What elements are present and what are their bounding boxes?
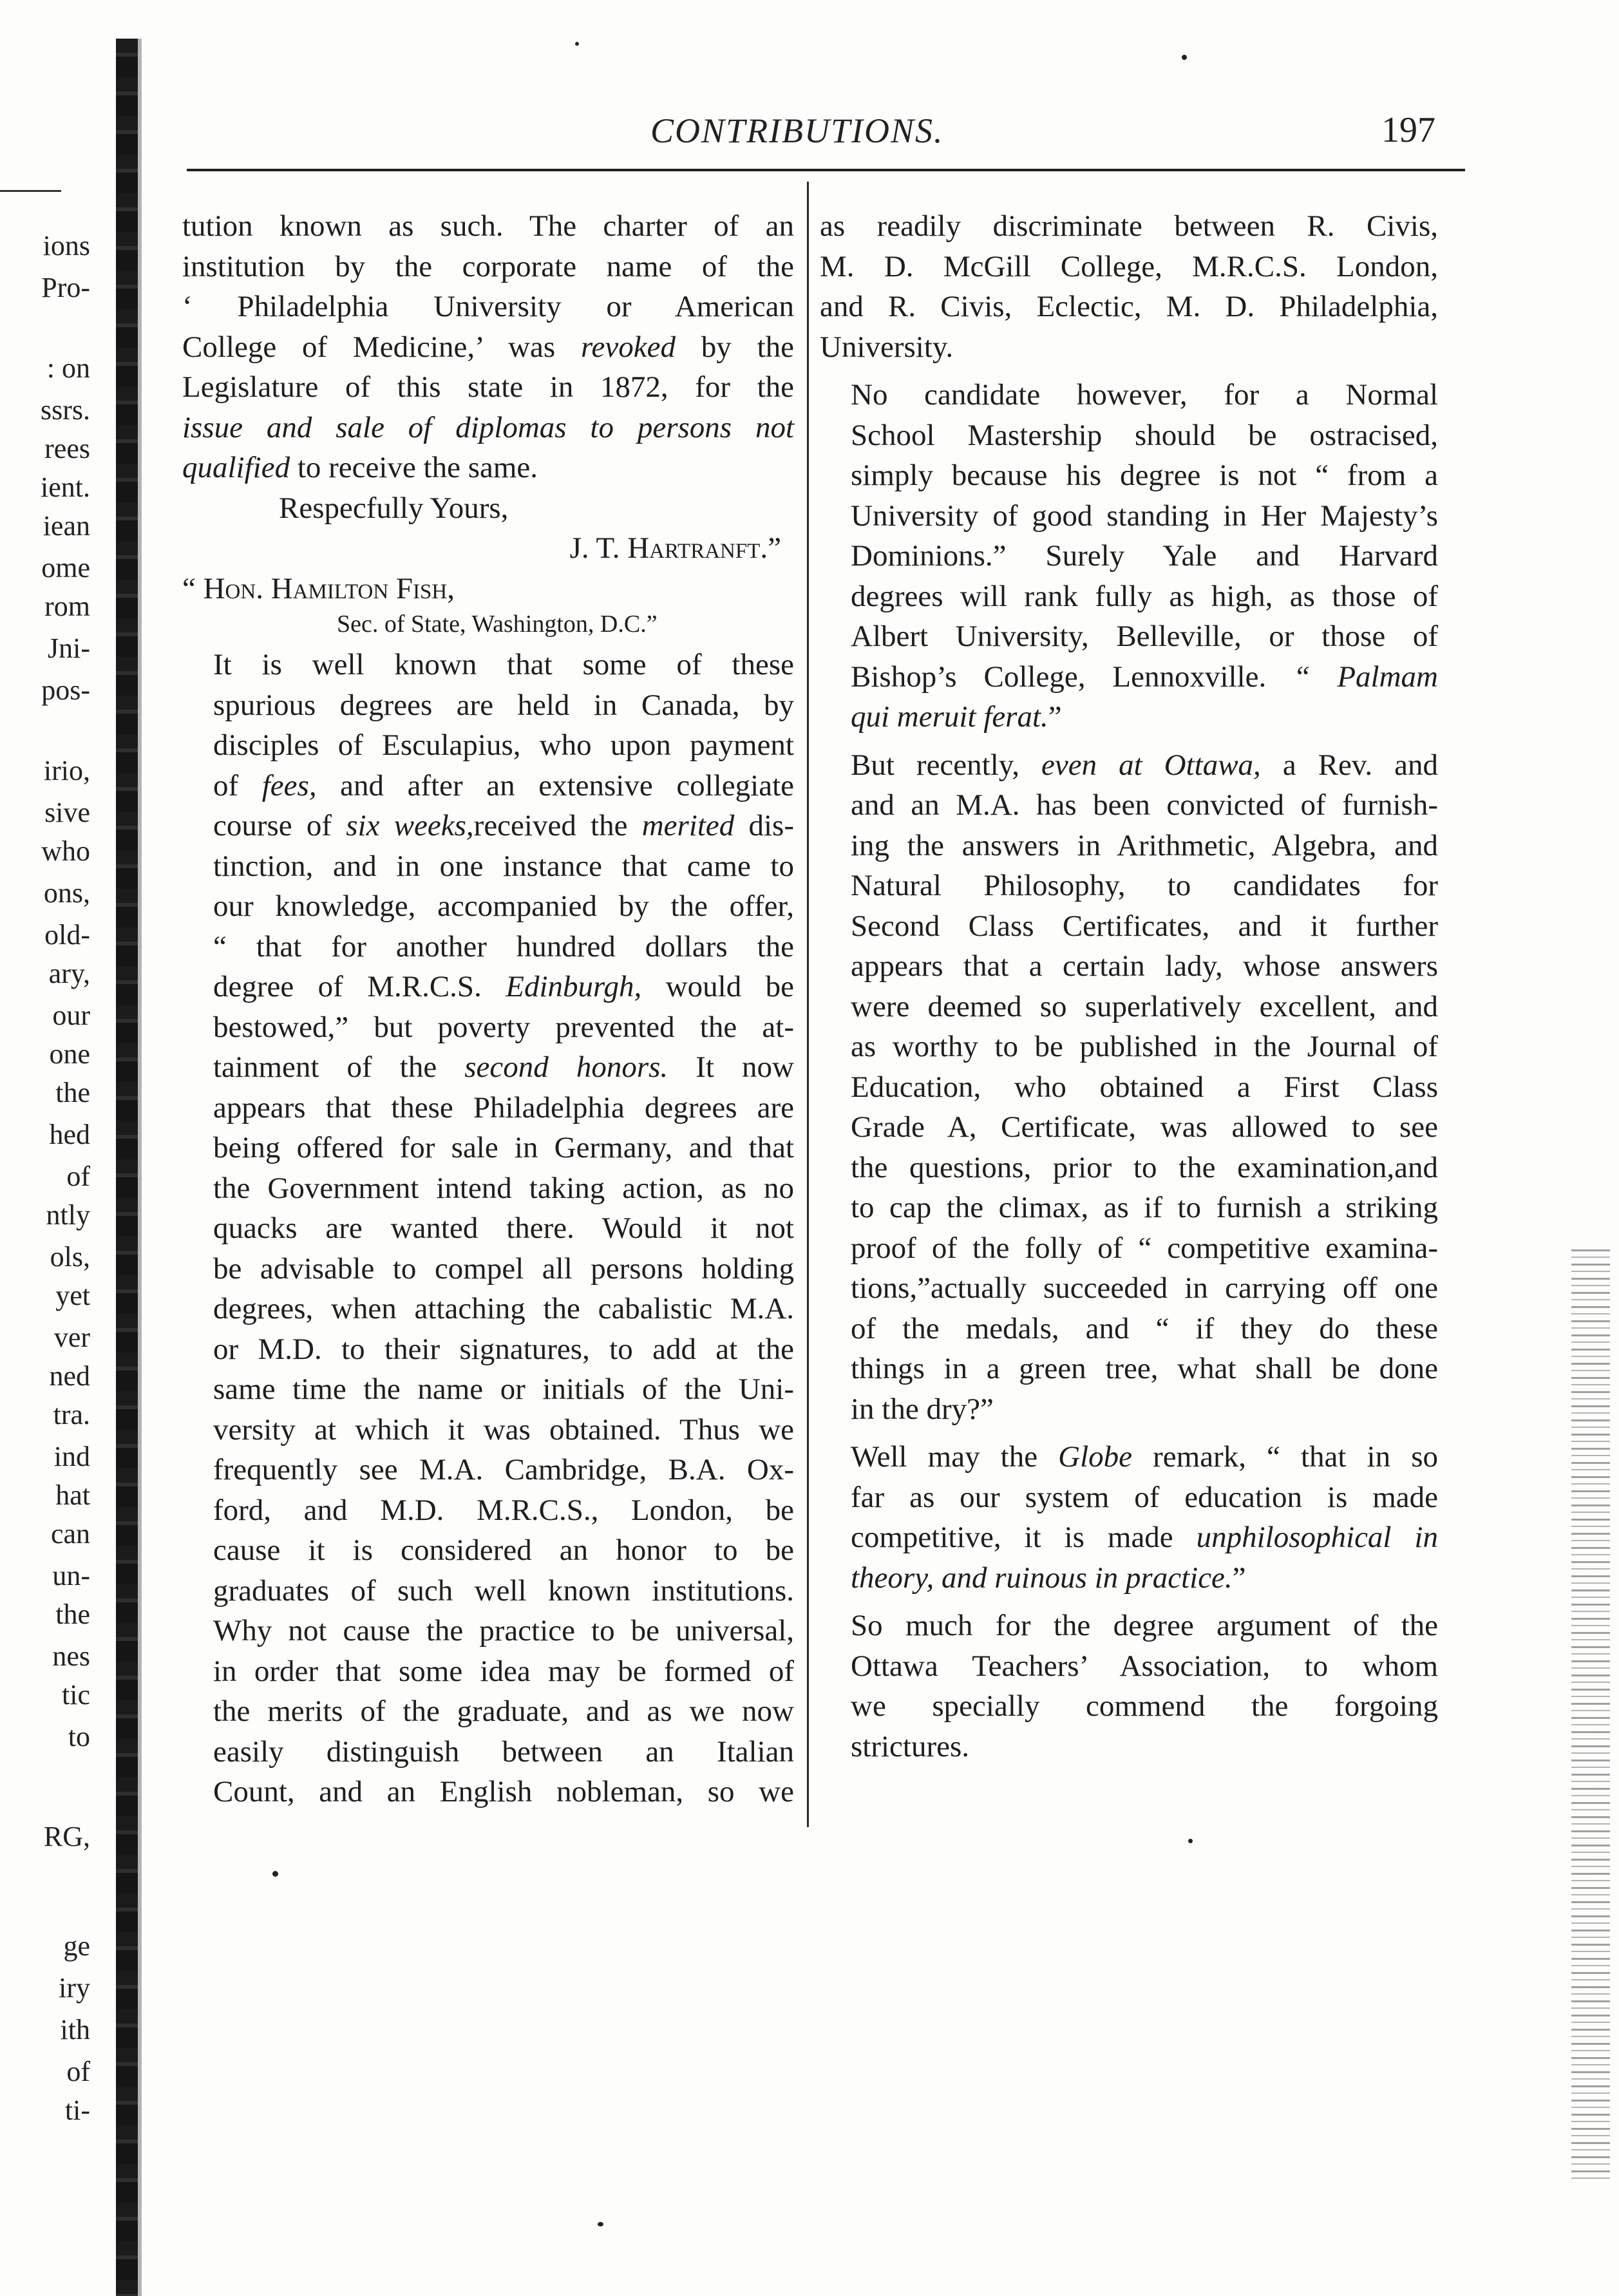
margin-fragment: ient. — [41, 471, 90, 503]
margin-fragment: iean — [43, 510, 90, 542]
text-line: appears that a certain lady, whose answers — [851, 949, 1438, 983]
margin-fragment: rees — [44, 433, 90, 464]
text-line: Education, who obtained a First Class — [851, 1070, 1438, 1104]
text-line: Natural Philosophy, to candidates for — [851, 869, 1438, 902]
running-head: CONTRIBUTIONS. — [650, 111, 944, 150]
letter-closing: Respecfully Yours, — [279, 491, 509, 525]
margin-fragment: Jni- — [48, 632, 90, 664]
header-rule — [187, 169, 1465, 171]
margin-fragment: pos- — [41, 674, 90, 706]
text-line: tions,”actually succeeded in carrying off one — [851, 1271, 1438, 1305]
speck — [575, 42, 579, 46]
text-line: the questions, prior to the examination,and — [851, 1150, 1438, 1184]
text-line: our knowledge, accompanied by the offer, — [213, 889, 794, 923]
margin-fragment: un- — [52, 1560, 90, 1591]
text-line: and an M.A. has been convicted of furnish- — [851, 788, 1438, 822]
text-line: spurious degrees are held in Canada, by — [213, 688, 794, 722]
text-line: things in a green tree, what shall be done — [851, 1352, 1438, 1385]
text-line-rich: qualified to receive the same. — [182, 451, 538, 484]
paragraph-spurious-degrees — [182, 645, 794, 1812]
margin-fragment: RG, — [43, 1821, 90, 1852]
scan-noise — [1571, 1249, 1610, 2183]
text-line: tinction, and in one instance that came to — [213, 849, 794, 883]
margin-fragment: ssrs. — [40, 394, 90, 426]
text-line: same time the name or initials of the Uni- — [213, 1372, 794, 1406]
margin-fragment: who — [41, 835, 90, 867]
margin-fragment: ge — [63, 1930, 90, 1962]
margin-fragment: old- — [44, 919, 90, 951]
text-line: Ottawa Teachers’ Association, to whom — [851, 1649, 1438, 1683]
paragraph-letter-end — [182, 206, 794, 488]
text-line-rich: Bishop’s College, Lennoxville. “ Palmam — [851, 659, 1438, 694]
text-line: in the dry?” — [851, 1392, 994, 1426]
margin-fragment: ary, — [48, 958, 90, 989]
text-line-rich: qui meruit ferat.” — [851, 700, 1062, 734]
text-line: Albert University, Belleville, or those of — [851, 620, 1438, 653]
text-line: School Mastership should be ostracised, — [851, 418, 1438, 452]
text-line: It is well known that some of these — [213, 648, 794, 681]
text-line: “ that for another hundred dollars the — [213, 929, 794, 963]
paragraph-conclusion — [820, 1606, 1438, 1767]
speck — [598, 2222, 603, 2226]
text-line: ford, and M.D. M.R.C.S., London, be — [213, 1493, 794, 1527]
letter-addressee: “ Hon. Hamilton Fish, — [182, 571, 455, 605]
margin-fragment: hat — [55, 1479, 90, 1511]
page-number: 197 — [1381, 110, 1435, 150]
text-line: simply because his degree is not “ from a — [851, 459, 1438, 492]
text-line: easily distinguish between an Italian — [213, 1734, 794, 1769]
margin-fragment: rom — [44, 591, 90, 622]
text-line: far as our system of education is made — [851, 1480, 1438, 1514]
letter-signer: J. T. Hartranft.” — [569, 531, 781, 565]
book-binding-edge — [116, 39, 138, 2296]
text-line: the merits of the graduate, and as we now — [213, 1694, 794, 1728]
text-line: as worthy to be published in the Journal of — [851, 1030, 1438, 1063]
margin-fragment: the — [55, 1599, 90, 1630]
right-column — [820, 206, 1438, 1767]
margin-fragment: ols, — [50, 1241, 90, 1273]
text-line: Second Class Certificates, and it further — [851, 909, 1438, 943]
text-line: Dominions.” Surely Yale and Harvard — [851, 539, 1438, 573]
text-line: quacks are wanted there. Would it not — [213, 1211, 794, 1245]
text-line-rich: College of Medicine,’ was revoked by the — [182, 330, 794, 364]
margin-fragment: irio, — [43, 755, 90, 786]
text-line: Legislature of this state in 1872, for the — [182, 370, 794, 404]
text-line: bestowed,” but poverty prevented the at- — [213, 1010, 794, 1044]
text-line: we specially commend the forgoing — [851, 1689, 1438, 1723]
text-line: So much for the degree argument of the — [851, 1609, 1438, 1642]
margin-fragment: ntly — [46, 1199, 90, 1231]
text-line: and R. Civis, Eclectic, M. D. Philadelphia, — [820, 290, 1438, 323]
text-line: University. — [820, 330, 954, 364]
margin-fragment: of — [66, 1161, 90, 1192]
margin-fragment: sive — [44, 797, 90, 828]
margin-fragment: : on — [46, 352, 90, 384]
text-line-rich: theory, and ruinous in practice.” — [851, 1561, 1246, 1595]
paragraph-ottawa — [820, 745, 1438, 1430]
text-line: or M.D. to their signatures, to add at the — [213, 1332, 794, 1366]
binding-shadow — [138, 39, 142, 2296]
text-line: institution by the corporate name of the — [182, 249, 794, 283]
text-line: degrees will rank fully as high, as those of — [851, 579, 1438, 613]
text-line: be advisable to compel all persons holding — [213, 1251, 794, 1286]
letter-addressee-title: Sec. of State, Washington, D.C.” — [337, 611, 658, 638]
margin-fragment: our — [52, 1000, 90, 1031]
paragraph-globe — [820, 1437, 1438, 1598]
text-line-rich: of fees, and after an extensive collegiate — [213, 768, 794, 802]
text-line: cause it is considered an honor to be — [213, 1533, 794, 1567]
margin-fragment: tra. — [53, 1399, 90, 1430]
margin-fragment: of — [66, 2056, 90, 2087]
margin-fragment: can — [50, 1518, 90, 1550]
text-line: ‘ Philadelphia University or American — [182, 290, 794, 323]
text-line: M. D. McGill College, M.R.C.S. London, — [820, 249, 1438, 283]
text-line: proof of the folly of “ competitive examina- — [851, 1231, 1438, 1265]
facing-page-rule — [0, 190, 61, 192]
text-line-rich: competitive, it is made unphilosophical in — [851, 1521, 1438, 1554]
margin-fragment: to — [68, 1721, 90, 1752]
text-line: Count, and an English nobleman, so we — [213, 1775, 794, 1808]
text-line: tution known as such. The charter of an — [182, 209, 794, 243]
paragraph-discriminate — [820, 206, 1438, 367]
text-line: were deemed so superlatively excellent, and — [851, 989, 1438, 1023]
column-divider — [807, 182, 809, 1827]
left-column — [182, 206, 794, 1812]
text-line: degrees, when attaching the cabalistic M.A. — [213, 1292, 794, 1325]
margin-fragment: the — [55, 1077, 90, 1108]
speck — [272, 1871, 278, 1877]
text-line: disciples of Esculapius, who upon payment — [213, 728, 794, 762]
margin-fragment: tic — [62, 1679, 90, 1711]
margin-fragment: ind — [53, 1441, 90, 1472]
margin-fragment: ned — [49, 1360, 90, 1392]
text-line-rich: course of six weeks,received the merited dis- — [213, 809, 794, 842]
margin-fragment: nes — [52, 1640, 90, 1672]
text-line: ing the answers in Arithmetic, Algebra, and — [851, 828, 1438, 862]
text-line: versity at which it was obtained. Thus we — [213, 1412, 794, 1447]
margin-fragment: hed — [49, 1119, 90, 1150]
text-line: Why not cause the practice to be universal, — [213, 1614, 794, 1647]
margin-fragment: ome — [41, 552, 90, 583]
text-line-rich: tainment of the second honors. It now — [213, 1050, 794, 1084]
margin-fragment: yet — [55, 1280, 90, 1311]
text-line: frequently see M.A. Cambridge, B.A. Ox- — [213, 1453, 794, 1486]
text-line: graduates of such well known institutions. — [213, 1573, 794, 1608]
margin-fragment: ti- — [64, 2094, 90, 2126]
text-line: in order that some idea may be formed of — [213, 1654, 794, 1688]
text-line: No candidate however, for a Normal — [851, 378, 1438, 412]
margin-fragment: Pro- — [41, 272, 90, 303]
margin-fragment: ons, — [43, 877, 90, 909]
text-line: to cap the climax, as if to furnish a striking — [851, 1191, 1438, 1224]
text-line: of the medals, and “ if they do these — [851, 1311, 1438, 1345]
text-line: strictures. — [851, 1729, 970, 1763]
text-line: appears that these Philadelphia degrees are — [213, 1090, 794, 1124]
text-line: University of good standing in Her Majesty’s — [851, 498, 1438, 533]
margin-fragment: iry — [59, 1972, 90, 2004]
text-line: being offered for sale in Germany, and that — [213, 1131, 794, 1164]
margin-fragment: ith — [60, 2014, 90, 2045]
text-line: the Government intend taking action, as no — [213, 1171, 794, 1205]
text-line-rich: Well may the Globe remark, “ that in so — [851, 1440, 1438, 1474]
paragraph-normal-school — [820, 375, 1438, 737]
margin-fragment: ver — [53, 1322, 90, 1353]
speck — [1188, 1839, 1193, 1843]
text-line-rich: degree of M.R.C.S. Edinburgh, would be — [213, 970, 794, 1003]
speck — [1182, 55, 1187, 60]
text-line: as readily discriminate between R. Civis, — [820, 209, 1438, 243]
text-line-rich: issue and sale of diplomas to persons not — [182, 410, 794, 444]
text-line: Grade A, Certificate, was allowed to see — [851, 1110, 1438, 1144]
text-line-rich: But recently, even at Ottawa, a Rev. and — [851, 748, 1438, 782]
margin-fragment: ions — [43, 230, 90, 261]
margin-fragment: one — [49, 1038, 90, 1070]
